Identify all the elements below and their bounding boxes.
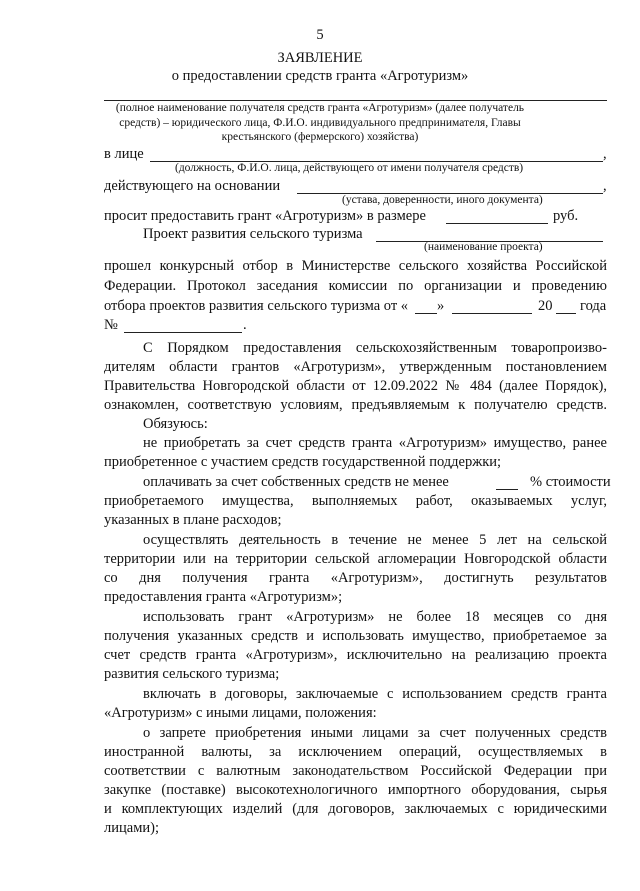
obligation-2-line-3: указанных в плане расходов;: [104, 512, 282, 528]
obligation-3-line-3: со дня получения гранта «Агротуризм», достигнуть результатов: [104, 570, 607, 586]
recipient-caption-line-2: средств) – юридического лица, Ф.И.О. индивидуального предпринимателя, Главы: [119, 117, 521, 129]
basis-caption: (устава, доверенности, иного документа): [342, 194, 543, 206]
obligation-1-line-2: приобретенное с участием средств государственной поддержки;: [104, 454, 502, 470]
selection-day-blank[interactable]: [415, 313, 437, 314]
project-label: Проект развития сельского туризма: [143, 226, 363, 242]
basis-comma: ,: [603, 178, 607, 194]
obligation-4-line-3: счет средств гранта «Агротуризм», исключительно на реализацию проекта: [104, 647, 607, 663]
obligation-2-start: оплачивать за счет собственных средств не менее: [143, 474, 449, 490]
selection-line-1: прошел конкурсный отбор в Министерстве сельского хозяйства Российской: [104, 258, 607, 274]
person-comma: ,: [603, 146, 607, 162]
obligation-2-end: % стоимости: [530, 474, 611, 490]
selection-year-prefix: 20: [538, 298, 553, 314]
project-caption: (наименование проекта): [424, 241, 543, 253]
recipient-caption-line-1: (полное наименование получателя средств гранта «Агротуризм» (далее получатель: [115, 102, 525, 114]
basis-label: действующего на основании: [104, 178, 281, 194]
obligation-6-line-5: и комплектующих изделий (для договоров, заключаемых с юридическими: [104, 801, 607, 817]
obligation-6-line-4: закупке (поставке) высокотехнологичного импортного оборудования, сырья: [104, 782, 607, 798]
document-title: ЗАЯВЛЕНИЕ: [277, 50, 363, 66]
selection-year-suffix: года: [580, 298, 607, 314]
obligation-4-line-1: использовать грант «Агротуризм» не более 18 месяцев со дня: [143, 609, 607, 625]
protocol-number-label: №: [104, 317, 118, 333]
own-funds-percent-blank[interactable]: [496, 489, 518, 490]
obligation-3-line-2: территории или на территории сельской агломерации Новгородской области: [104, 551, 607, 567]
obligation-4-line-2: получения указанных средств и использовать имущество, приобретаемое за: [104, 628, 607, 644]
recipient-name-blank[interactable]: [104, 100, 607, 101]
procedure-line-1: С Порядком предоставления сельскохозяйственным товаропроизво-: [143, 340, 607, 356]
request-unit: руб.: [553, 208, 579, 224]
selection-year-blank[interactable]: [556, 313, 576, 314]
protocol-number-blank[interactable]: [124, 332, 242, 333]
procedure-line-4: ознакомлен, соответствую условиям, предъявляемым к получателю средств.: [104, 397, 607, 413]
person-caption: (должность, Ф.И.О. лица, действующего от имени получателя средств): [175, 162, 524, 174]
obligation-3-line-1: осуществлять деятельность в течение не менее 5 лет на сельской: [143, 532, 607, 548]
request-text: просит предоставить грант «Агротуризм» в размере: [104, 208, 426, 224]
obligations-heading: Обязуюсь:: [143, 416, 208, 432]
selection-month-blank[interactable]: [452, 313, 532, 314]
obligation-6-line-2: иностранной валюты, за исключением операций, осуществляемых в: [104, 744, 607, 760]
obligation-4-line-4: развития сельского туризма;: [104, 666, 280, 682]
procedure-line-2: дителям области грантов «Агротуризм», утвержденным постановлением: [104, 359, 607, 375]
person-label: в лице: [104, 146, 144, 162]
grant-amount-blank[interactable]: [446, 223, 548, 224]
obligation-6-line-3: соответствии с валютным законодательством Российской Федерации при: [104, 763, 607, 779]
obligation-6-line-1: о запрете приобретения иными лицами за счет полученных средств: [143, 725, 607, 741]
recipient-caption-line-3: крестьянского (фермерского) хозяйства): [221, 131, 419, 143]
document-subtitle: о предоставлении средств гранта «Агротуризм»: [171, 68, 469, 84]
procedure-line-3: Правительства Новгородской области от 12.09.2022 № 484 (далее Порядок),: [104, 378, 607, 394]
protocol-number-dot: .: [243, 317, 247, 333]
obligation-3-line-4: предоставления гранта «Агротуризм»;: [104, 589, 343, 605]
selection-line-2: Федерации. Протокол заседания комиссии по организации и проведению: [104, 278, 607, 294]
obligation-2-line-2: приобретаемого имущества, выполняемых работ, оказываемых услуг,: [104, 493, 607, 509]
page-number: 5: [316, 27, 324, 43]
selection-date-text: отбора проектов развития сельского туризма от «: [104, 298, 409, 314]
obligation-1-line-1: не приобретать за счет средств гранта «Агротуризм» имущество, ранее: [143, 435, 607, 451]
obligation-6-line-6: лицами);: [104, 820, 159, 836]
selection-quote-close: »: [437, 298, 445, 314]
obligation-5-line-2: «Агротуризм» с иными лицами, положения:: [104, 705, 377, 721]
obligation-5-line-1: включать в договоры, заключаемые с использованием средств гранта: [143, 686, 607, 702]
